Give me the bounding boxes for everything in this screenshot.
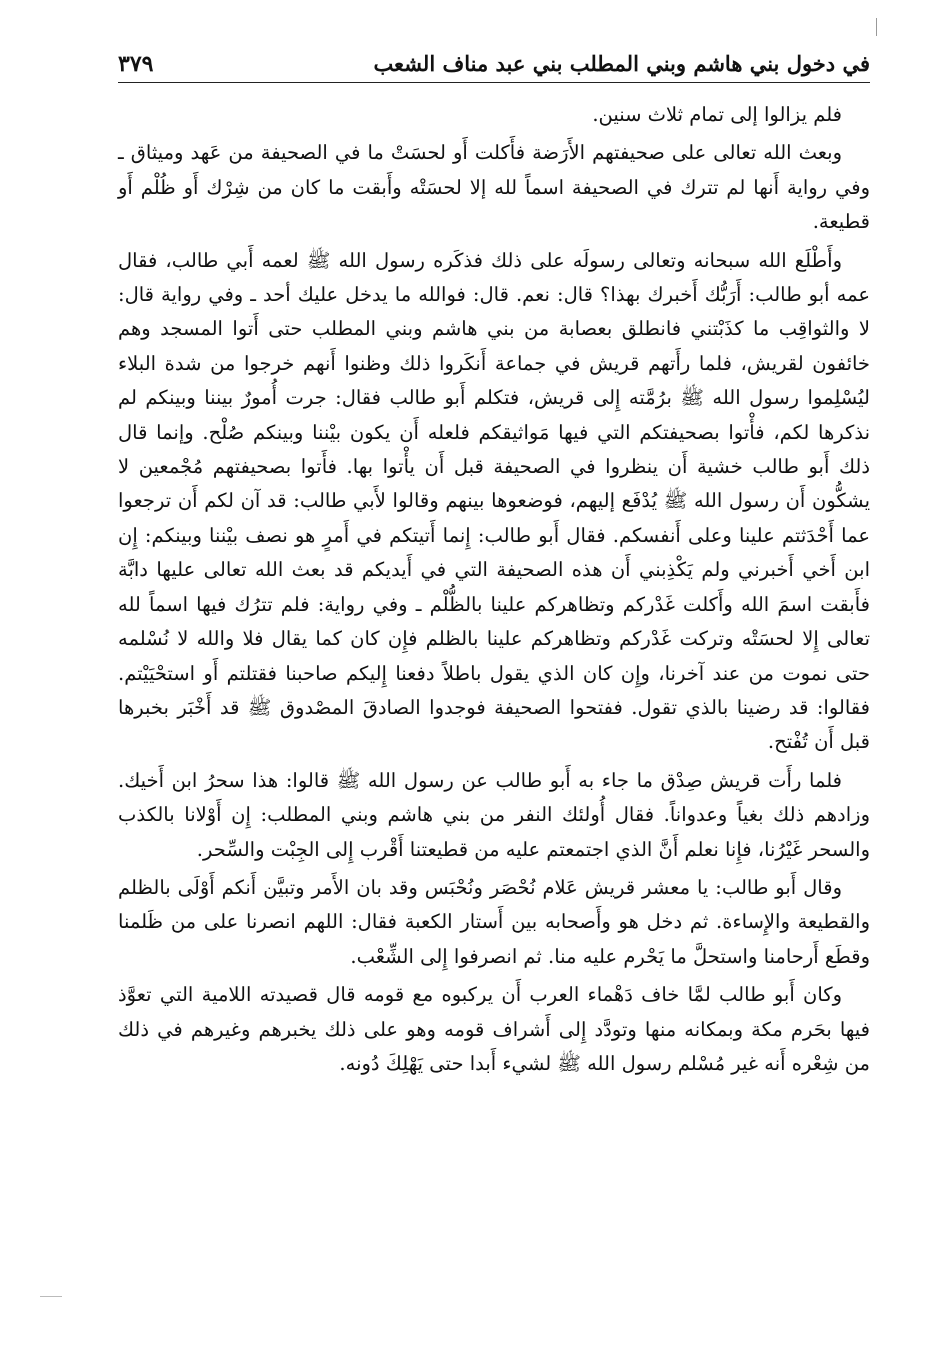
paragraph: فلم يزالوا إلى تمام ثلاث سنين. bbox=[592, 103, 842, 126]
body-text bbox=[118, 98, 870, 1085]
scan-edge-mark bbox=[876, 18, 877, 36]
paragraph: وكان أَبو طالب لمَّا خاف دَهْماء العرب أَن يركبوه مع قومه قال قصيدته اللامية التي تعوَّذ فيها بحَرم مكة وبمكانه منها وتودَّد إِلى أَشراف قومه وهو على ذلك يخبرهم وغيرهم في ذلك من شِعْره أَنه غير مُسْلم رسول الله ﷺ لشيء أَبدا حتى يَهْلِكَ دُونه. bbox=[118, 983, 870, 1075]
paragraph: وبعث الله تعالى على صحيفتهم الأَرَضة فأَكلت أَو لحسَتْ ما في الصحيفة من عَهد وميثاق ـ وفي رواية أَنها لم تترك في الصحيفة اسماً لله إلا لحسَتْه وأَبقت ما كان من شِرْك أَو ظُلْم أَو قطيعة. bbox=[118, 141, 870, 234]
page-number: ٣٧٩ bbox=[118, 51, 154, 77]
paragraph: وقال أَبو طالب: يا معشر قريش عَلام نُحْصَر ونُحْبَس وقد بان الأَمر وتبيَّن أَنكم أَوْلَى بالظلم والقطيعة والإِساءة. ثم دخل هو وأَصحابه بين أَستار الكعبة فقال: اللهم انصرنا على من ظَلمنا وقطَع أَرحامنا واستحلَّ ما يَحْرم عليه منا. ثم انصرفوا إِلى الشِّعْب. bbox=[118, 875, 870, 968]
running-header bbox=[118, 40, 870, 82]
paragraph: فلما رأَت قريش صِدْق ما جاء به أَبو طالب عن رسول الله ﷺ قالوا: هذا سحرُ ابن أَخيك. وزادهم ذلك بغياً وعدواناً. فقال أُولئك النفر من بني هاشم وبني المطلب: إِن أَوْلانا بالكذب والسحر غَيْرُنا، فإِنا نعلم أَنَّ الذي اجتمعتم عليه من قطيعتنا أَقْرب إِلى الجِبْت والسِّحر. bbox=[118, 768, 870, 861]
header-rule bbox=[118, 82, 870, 83]
header-title: في دخول بني هاشم وبني المطلب بني عبد مناف الشعب bbox=[373, 51, 870, 76]
scan-edge-mark bbox=[40, 1296, 62, 1297]
paragraph: وأَطْلَع الله سبحانه وتعالى رسولَه على ذلك فذكَره رسول الله ﷺ لعمه أَبي طالب، فقال عمه أبو طالب: أَرَبُّك أَخبرك بهذا؟ قال: نعم. قال: فوالله ما يدخل عليك أحد ـ وفي رواية قال: لا والثواقِب ما كذَبْتني فانطلق بعصابة من بني هاشم وبني المطلب حتى أَتوا المسجد وهم خائفون لقريش، فلما رأَتهم قريش في جماعة أَنكَروا ذلك وظنوا أَنهم خرجوا من شدة البلاء ليُسْلِموا رسول الله ﷺ برُمَّته إِلى قريش، فتكلم أَبو طالب فقال: جرت أُمورٌ بيننا وبينكم لم نذكرها لكم، فأْتوا بصحيفتكم التي فيها مَواثيقكم فلعله أَن يكون بيْننا وبينكم صُلْح. وإنما قال ذلك أَبو طالب خشية أَن ينظروا في الصحيفة قبل أَن يأْتوا بها. فأَتوا بصحيفتهم مُجْمعين لا يشكُّون أَن رسول الله ﷺ يُدْفَع إليهم، فوضعوها بينهم وقالوا لأَبي طالب: قد آن لكم أَن ترجعوا عما أَحْدَثتم علينا وعلى أَنفسكم. فقال أَبو طالب: إِنما أَتيتكم في أَمرٍ هو نصف بيْننا وبينكم: إِن ابن أَخي أَخبرني ولم يَكْذِبني أَن هذه الصحيفة التي في أَيديكم قد بعث الله تعالى عليها دابَّة فأَبقت اسمَ الله وأَكلت غَدْركم وتظاهركم علينا بالظُّلْم ـ وفي رواية: فلم تترُك فيها اسماً لله تعالى إِلا لحسَتْه وتركت غَدْركم وتظاهركم علينا بالظلم فإِن كان كما يقال فلا والله لا نُسْلمه حتى نموت من عند آخرنا، وإِن كان الذي يقول باطلاً دفعنا إِليكم صاحبنا فقتلتم أَو استحْيَيْتم. فقالوا: قد رضينا بالذي تقول. ففتحوا الصحيفة فوجدوا الصادقَ المصْدوق ﷺ قد أَخْبَر بخبرها قبل أَن تُفْتح. bbox=[118, 248, 871, 754]
